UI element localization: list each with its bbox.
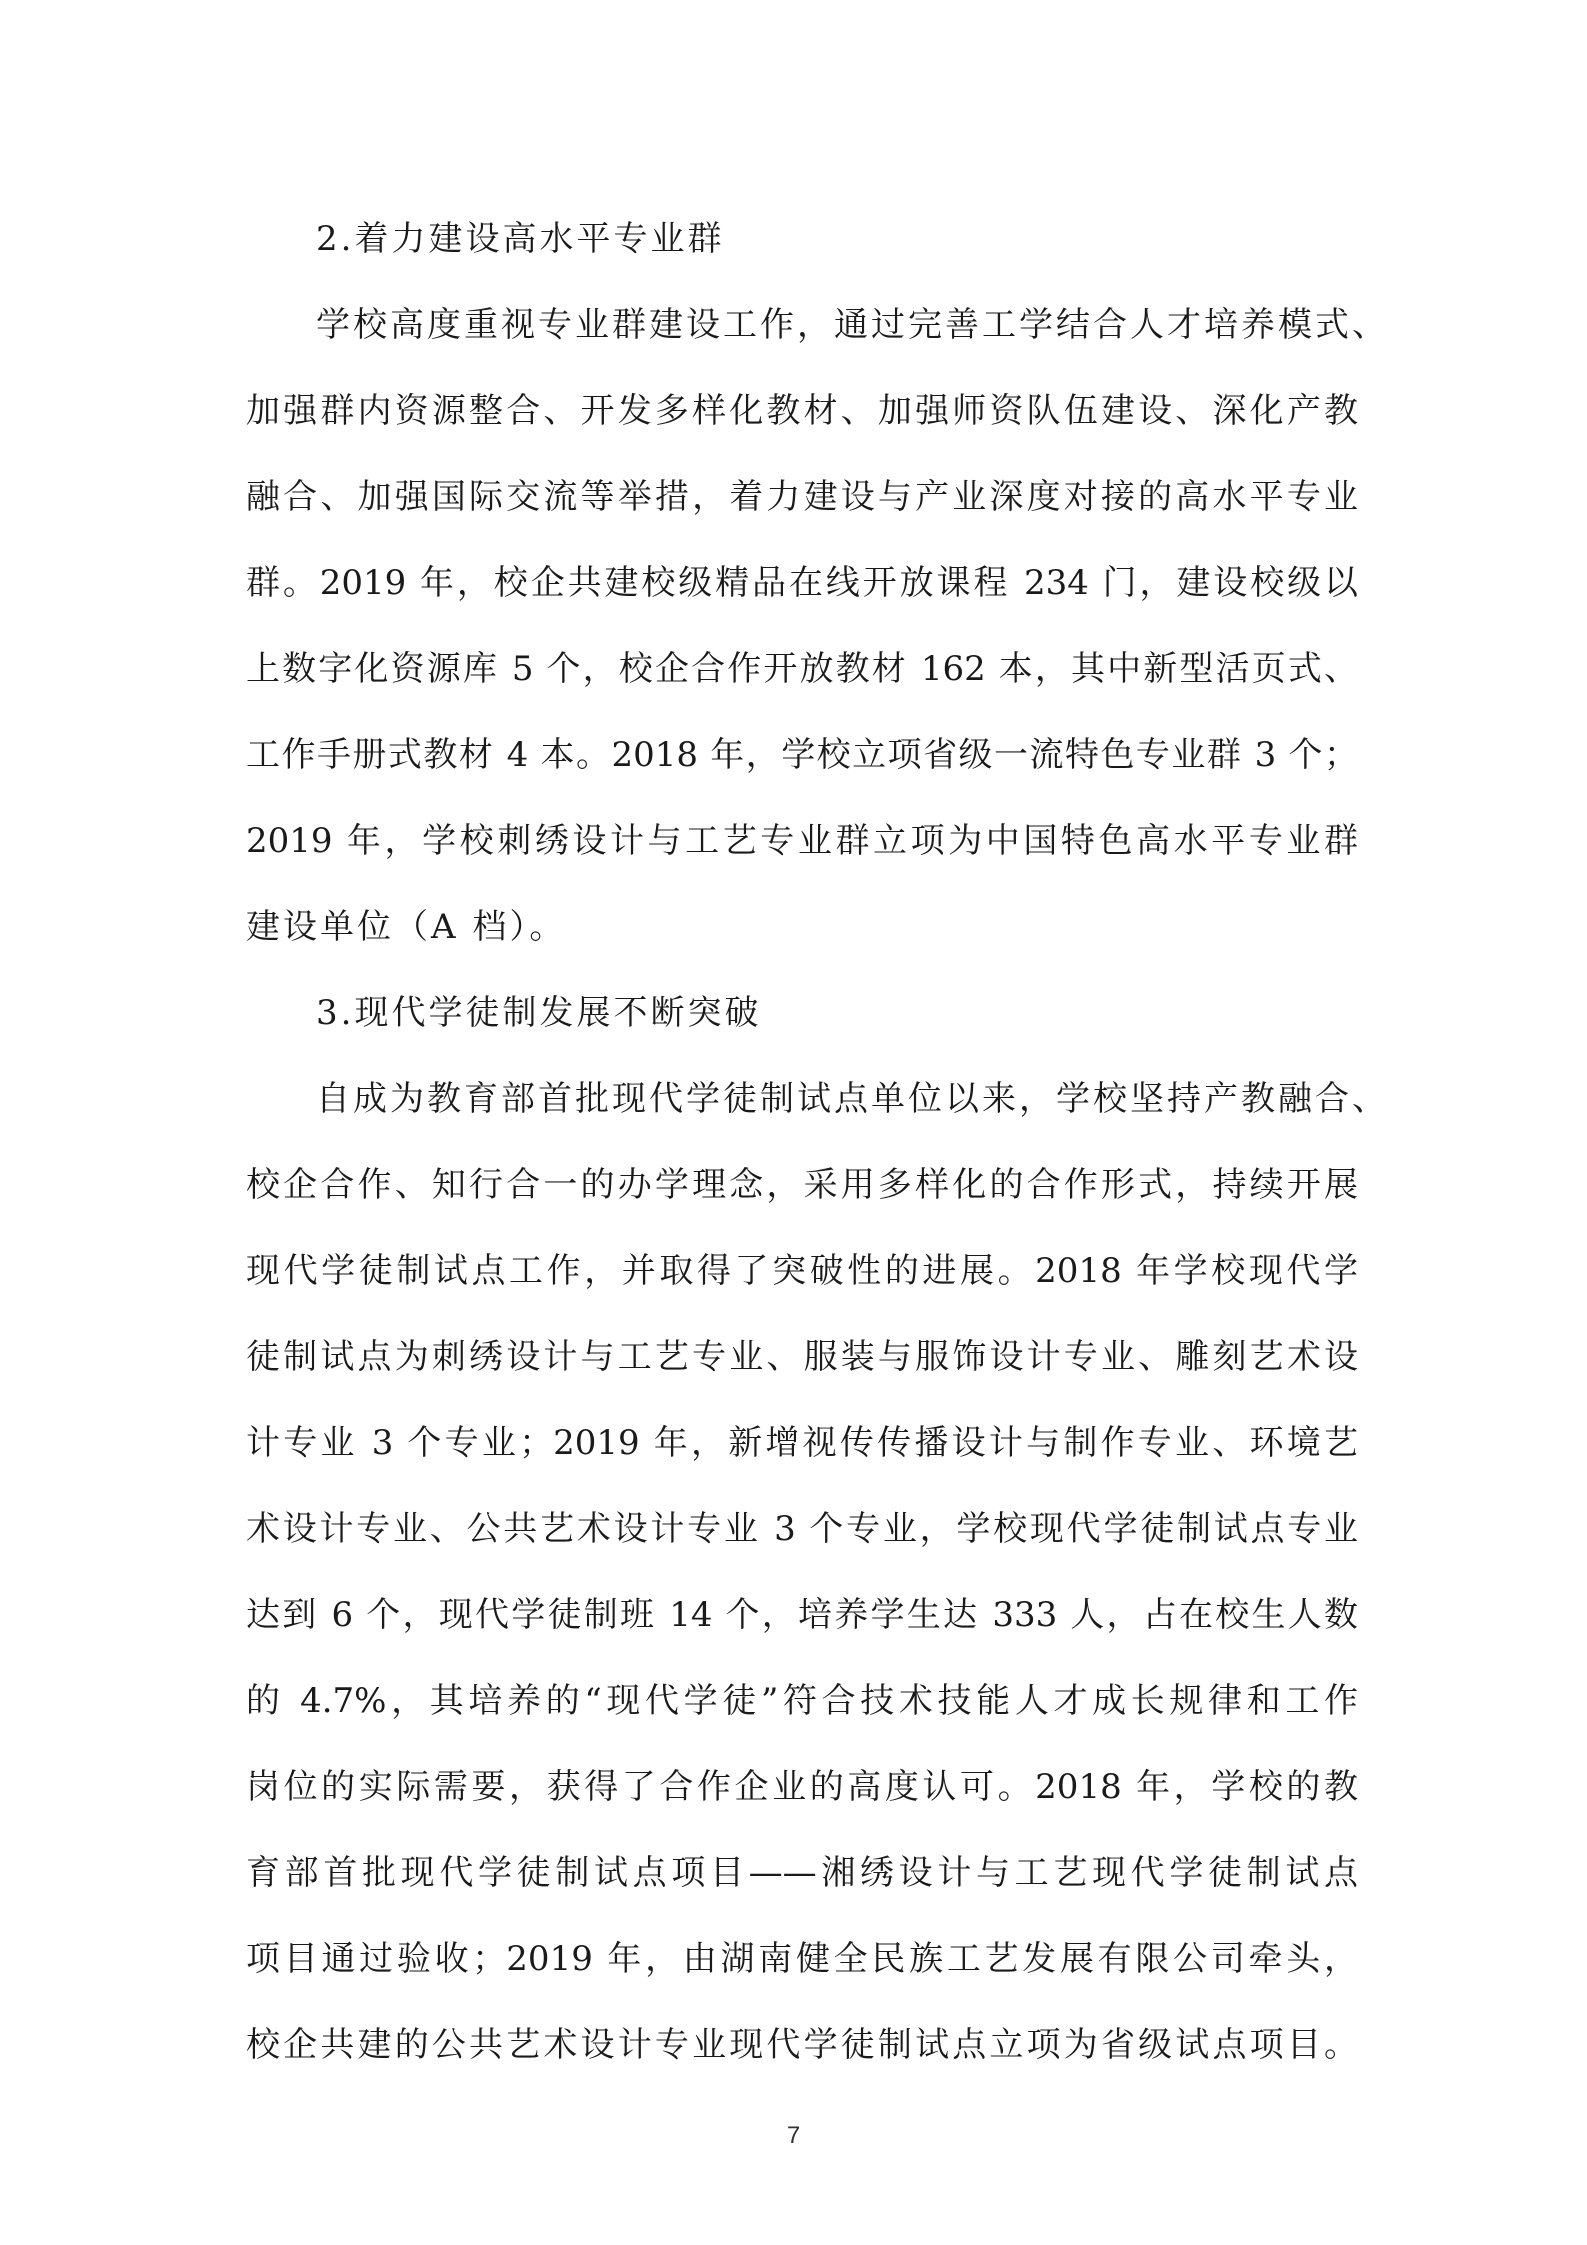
section-3-line-8: 的 4.7%，其培养的“现代学徒”符合技术技能人才成长规律和工作	[246, 1681, 1358, 1721]
section-3-line-5: 计专业 3 个专业；2019 年，新增视传传播设计与制作专业、环境艺	[246, 1423, 1358, 1463]
section-2-line-3: 融合、加强国际交流等举措，着力建设与产业深度对接的高水平专业	[246, 477, 1358, 517]
section-3-line-1: 自成为教育部首批现代学徒制试点单位以来，学校坚持产教融合、	[316, 1079, 1389, 1119]
section-3-heading: 3.现代学徒制发展不断突破	[316, 993, 762, 1033]
section-2-line-5: 上数字化资源库 5 个，校企合作开放教材 162 本，其中新型活页式、	[246, 649, 1358, 689]
page-number: 7	[786, 2122, 801, 2149]
section-3-line-2: 校企合作、知行合一的办学理念，采用多样化的合作形式，持续开展	[246, 1165, 1358, 1205]
section-2-heading: 2.着力建设高水平专业群	[316, 219, 725, 259]
section-3-line-10: 育部首批现代学徒制试点项目——湘绣设计与工艺现代学徒制试点	[246, 1853, 1358, 1893]
section-3-line-3: 现代学徒制试点工作，并取得了突破性的进展。2018 年学校现代学	[246, 1251, 1358, 1291]
section-2-line-6: 工作手册式教材 4 本。2018 年，学校立项省级一流特色专业群 3 个；	[246, 735, 1358, 775]
section-3-line-11: 项目通过验收；2019 年，由湖南健全民族工艺发展有限公司牵头，	[246, 1939, 1358, 1979]
page-body	[246, 196, 1389, 2088]
section-2-line-1: 学校高度重视专业群建设工作，通过完善工学结合人才培养模式、	[316, 305, 1389, 345]
section-3-line-4: 徒制试点为刺绣设计与工艺专业、服装与服饰设计专业、雕刻艺术设	[246, 1337, 1358, 1377]
section-2-line-8: 建设单位（A 档）。	[246, 907, 567, 947]
section-2-line-4: 群。2019 年，校企共建校级精品在线开放课程 234 门，建设校级以	[246, 563, 1358, 603]
section-3-line-7: 达到 6 个，现代学徒制班 14 个，培养学生达 333 人，占在校生人数	[246, 1595, 1358, 1635]
section-2-line-7: 2019 年，学校刺绣设计与工艺专业群立项为中国特色高水平专业群	[246, 821, 1358, 861]
section-3-line-9: 岗位的实际需要，获得了合作企业的高度认可。2018 年，学校的教	[246, 1767, 1358, 1807]
section-3-line-12: 校企共建的公共艺术设计专业现代学徒制试点立项为省级试点项目。	[246, 2025, 1358, 2065]
section-2-line-2: 加强群内资源整合、开发多样化教材、加强师资队伍建设、深化产教	[246, 391, 1358, 431]
section-3-line-6: 术设计专业、公共艺术设计专业 3 个专业，学校现代学徒制试点专业	[246, 1509, 1358, 1549]
